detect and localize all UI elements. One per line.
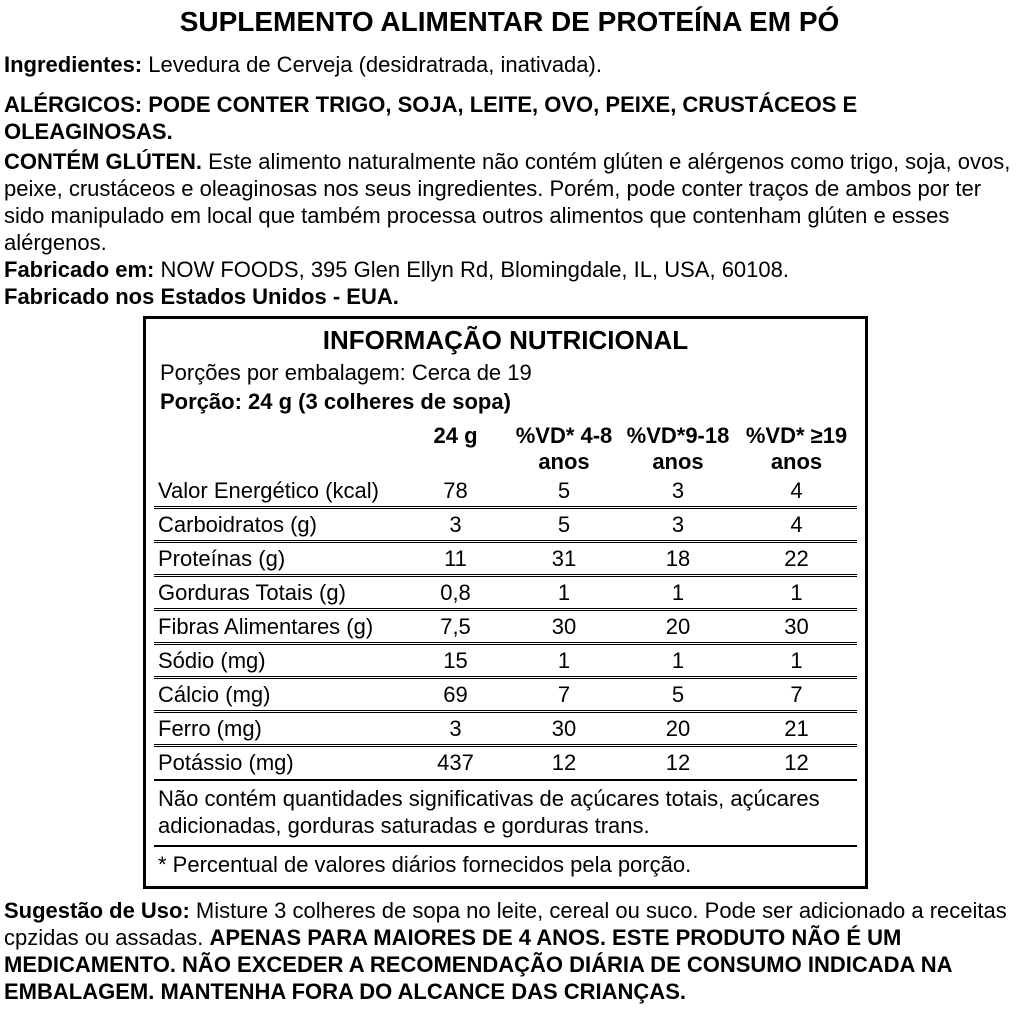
table-row-ferro	[154, 710, 857, 744]
row-amount: 3	[449, 512, 462, 537]
table-row-sodio	[154, 642, 857, 676]
row-vd-9-18: 20	[665, 614, 691, 639]
row-label: Sódio (mg)	[158, 648, 266, 673]
row-vd-9-18: 3	[671, 478, 685, 503]
row-amount: 0,8	[440, 580, 471, 605]
usage-suggestion-line	[4, 897, 1015, 1005]
row-label: Valor Energético (kcal)	[158, 478, 379, 503]
allergens-line: ALÉRGICOS: PODE CONTER TRIGO, SOJA, LEITE, OVO, PEIXE, CRUSTÁCEOS E OLEAGINOSAS.	[4, 92, 858, 144]
row-vd-4-8: 1	[557, 648, 571, 673]
table-row-proteinas	[154, 540, 857, 574]
row-label: Proteínas (g)	[158, 546, 286, 571]
row-label: Cálcio (mg)	[158, 682, 271, 707]
row-vd-19: 21	[784, 716, 809, 741]
header-vd-19	[736, 423, 857, 475]
row-amount: 437	[437, 750, 474, 775]
table-row-fibras	[154, 608, 857, 642]
row-amount: 7,5	[440, 614, 471, 639]
row-vd-4-8: 30	[551, 716, 577, 741]
table-body	[154, 475, 857, 778]
row-vd-9-18: 5	[671, 682, 685, 707]
row-vd-19: 7	[790, 682, 803, 707]
row-vd-9-18: 18	[665, 546, 691, 571]
row-vd-4-8: 7	[557, 682, 571, 707]
table-row-energia	[154, 475, 857, 506]
row-vd-9-18: 12	[665, 750, 691, 775]
header-vd-4-8-line1: %VD* 4-8	[515, 423, 613, 448]
header-vd-9-18	[620, 423, 736, 475]
row-amount: 3	[449, 716, 462, 741]
row-label: Fibras Alimentares (g)	[158, 614, 374, 639]
row-vd-9-18: 1	[671, 648, 685, 673]
serving-size: Porção: 24 g (3 colheres de sopa)	[160, 389, 511, 414]
row-vd-19: 1	[790, 648, 803, 673]
made-in-line	[4, 256, 1015, 283]
ingredients-text: Levedura de Cerveja (desidratrada, inativada).	[142, 52, 602, 77]
nutrition-facts-table	[143, 316, 868, 889]
header-amount-line1: 24 g	[433, 423, 478, 448]
row-vd-19: 4	[790, 512, 803, 537]
row-vd-9-18: 20	[665, 716, 691, 741]
header-amount	[403, 423, 508, 449]
usage-label: Sugestão de Uso:	[4, 898, 190, 923]
row-vd-4-8: 5	[557, 478, 571, 503]
row-label: Potássio (mg)	[158, 750, 294, 775]
row-vd-4-8: 12	[551, 750, 577, 775]
header-vd-9-18-line1: %VD*9-18	[626, 423, 730, 448]
daily-values-footnote: * Percentual de valores diários fornecidos pela porção.	[154, 845, 857, 880]
row-vd-19: 12	[784, 750, 809, 775]
header-vd-9-18-line2: anos	[652, 449, 704, 474]
row-vd-4-8: 5	[557, 512, 571, 537]
ingredients-line	[4, 51, 1015, 78]
row-vd-9-18: 1	[671, 580, 685, 605]
gluten-line	[4, 148, 1015, 256]
made-in-label: Fabricado em:	[4, 257, 155, 282]
gluten-text: Este alimento naturalmente não contém glúten e alérgenos como trigo, soja, ovos, peixe, crustáceos e oleaginosas nos seus ingredientes. Porém, pode conter traços de ambos por ter sido manipulado em local que também processa outros alimentos que contenham glúten e esses alérgenos.	[4, 149, 1011, 255]
row-label: Ferro (mg)	[158, 716, 262, 741]
no-significant-amounts-note: Não contém quantidades significativas de açúcares totais, açúcares adicionadas, gorduras saturadas e gorduras trans.	[154, 779, 857, 843]
row-amount: 11	[444, 546, 467, 571]
servings-per-package: Porções por embalagem: Cerca de 19	[160, 360, 532, 385]
table-header-row	[154, 423, 857, 475]
row-vd-19: 4	[790, 478, 803, 503]
row-amount: 69	[443, 682, 468, 707]
row-vd-19: 1	[790, 580, 803, 605]
header-vd-19-line1: %VD* ≥19	[745, 423, 848, 448]
row-vd-4-8: 30	[551, 614, 577, 639]
made-in-country-line: Fabricado nos Estados Unidos - EUA.	[4, 284, 399, 309]
table-row-gorduras	[154, 574, 857, 608]
row-amount: 15	[443, 648, 468, 673]
row-vd-4-8: 1	[557, 580, 571, 605]
header-vd-4-8	[508, 423, 620, 475]
nutrition-table-title: INFORMAÇÃO NUTRICIONAL	[322, 325, 689, 355]
made-in-text: NOW FOODS, 395 Glen Ellyn Rd, Blomingdale, IL, USA, 60108.	[154, 257, 789, 282]
row-amount: 78	[443, 478, 468, 503]
row-vd-19: 30	[784, 614, 809, 639]
header-vd-4-8-line2: anos	[538, 449, 590, 474]
row-label: Carboidratos (g)	[158, 512, 317, 537]
usage-text: Misture 3 colheres de sopa no leite, cereal ou suco. Pode ser adicionado a receitas cpzidas ou assadas.	[4, 898, 1007, 950]
table-row-potassio	[154, 744, 857, 778]
header-vd-19-line2: anos	[770, 449, 823, 474]
row-label: Gorduras Totais (g)	[158, 580, 346, 605]
gluten-label: CONTÉM GLÚTEN.	[4, 149, 202, 174]
row-vd-9-18: 3	[671, 512, 685, 537]
table-row-calcio	[154, 676, 857, 710]
row-vd-19: 22	[784, 546, 809, 571]
usage-warning: APENAS PARA MAIORES DE 4 ANOS. ESTE PRODUTO NÃO É UM MEDICAMENTO. NÃO EXCEDER A RECOMENDAÇÃO DIÁRIA DE CONSUMO INDICADA NA EMBALAGEM. MANTENHA FORA DO ALCANCE DAS CRIANÇAS.	[4, 925, 952, 1004]
table-row-carboidratos	[154, 506, 857, 540]
page-title: SUPLEMENTO ALIMENTAR DE PROTEÍNA EM PÓ	[179, 6, 840, 37]
row-vd-4-8: 31	[551, 546, 577, 571]
ingredients-label: Ingredientes:	[4, 52, 143, 77]
